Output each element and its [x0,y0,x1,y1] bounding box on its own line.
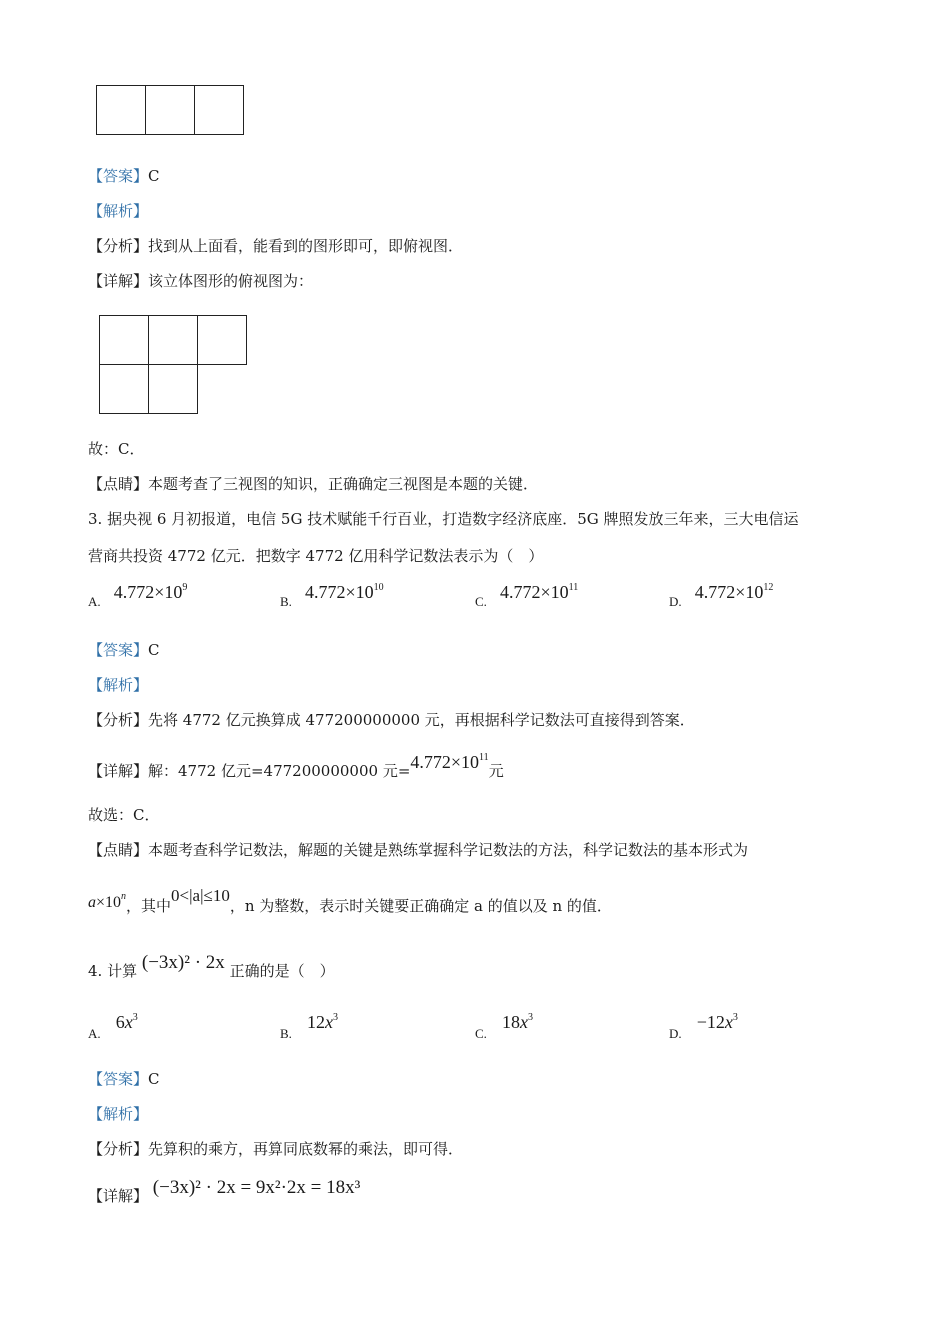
grid-cell [148,364,198,414]
xiangjie-post: 元 [488,762,504,780]
q4-answer-line [88,1069,160,1089]
exp: 3 [528,1012,534,1023]
var: x [124,1012,133,1032]
q2-xiangjie [88,271,313,291]
grid-cell [99,315,149,365]
q3-stem-line1: 3. 据央视 6 月初报道，电信 5G 技术赋能千行百业，打造数字经济底座．5G 牌照发放三年来，三大电信运 [88,510,799,528]
q4-option-b [280,1012,339,1041]
q3-stem-line2: 营商共投资 4772 亿元．把数字 4772 亿用科学记数法表示为（ ） [88,547,544,565]
math-base: 4.772×10 [410,752,480,772]
q4-analysis-tag: 【解析】 [88,1105,149,1123]
exp: 3 [333,1012,339,1023]
q4-stem [88,952,335,980]
option-letter: A. [88,594,101,609]
dianjing-text: 本题考查科学记数法，解题的关键是熟练掌握科学记数法的方法，科学记数法的基本形式为 [148,841,749,859]
option-math [695,582,774,602]
answer-value: C [148,641,160,659]
dianjing-tag: 【点睛】 [88,475,149,493]
grid-cell [148,315,198,365]
xiangjie-text: 该立体图形的俯视图为： [148,272,314,290]
option-base: 4.772×10 [113,582,183,602]
option-math [114,582,188,602]
option-math [697,1012,738,1032]
option-letter: D. [669,1026,682,1041]
fenxi-text: 先算积的乘方，再算同底数幂的乘法，即可得． [148,1140,464,1158]
exp: 3 [732,1012,738,1023]
option-exp: 11 [568,582,579,593]
option-exp: 12 [763,582,774,593]
dianjing-text: 本题考查了三视图的知识，正确确定三视图是本题的关键． [148,475,539,493]
q3-analysis-tag: 【解析】 [88,676,149,694]
option-letter: B. [280,1026,292,1041]
q3-dianjing-line2 [88,886,612,915]
q3-dianjing [88,840,748,860]
math-times: ×10 [96,894,122,911]
q2-fenxi [88,236,463,256]
option-math [502,1012,533,1032]
grid-cell [197,315,247,365]
option-letter: C. [475,1026,487,1041]
option-letter: A. [88,1026,101,1041]
answer-tag: 【答案】 [88,1070,149,1088]
q2-answer-line [88,166,160,186]
xiangjie-text: 解：4772 亿元=477200000000 元= [148,762,411,780]
option-math [305,582,384,602]
condition-math: 0<|a|≤10 [171,886,230,905]
grid-cell [99,364,149,414]
q4-option-d [669,1012,738,1041]
xiangjie-math: (−3x)² · 2x = 9x²·2x = 18x³ [152,1177,361,1198]
q3-answer-line [88,640,160,660]
q4-option-c [475,1012,534,1041]
q2-analysis-tag: 【解析】 [88,202,149,220]
fenxi-tag: 【分析】 [88,711,149,729]
stem-pre: 4. 计算 [88,962,138,980]
exp: 3 [132,1012,138,1023]
mid-text: ，其中 [126,897,172,915]
xiangjie-tag: 【详解】 [88,1187,149,1205]
q2-dianjing [88,474,538,494]
coef: 18 [502,1012,521,1032]
q3-fenxi [88,710,695,730]
option-exp: 10 [373,582,384,593]
answer-tag: 【答案】 [88,167,149,185]
var: x [520,1012,529,1032]
answer-tag: 【答案】 [88,641,149,659]
xiangjie-tag: 【详解】 [88,762,149,780]
dianjing-tag: 【点睛】 [88,841,149,859]
var: x [325,1012,334,1032]
q3-option-a [88,582,188,609]
q3-conclusion: 故选：C． [88,806,160,824]
grid-cell [145,85,195,135]
option-math [116,1012,138,1032]
option-base: 4.772×10 [305,582,374,602]
q3-xiangjie [88,752,504,780]
q3-option-d [669,582,774,609]
q3-option-c [475,582,579,609]
option-base: 4.772×10 [500,582,569,602]
q4-option-a [88,1012,138,1041]
stem-math: (−3x)² · 2x [141,952,225,973]
coef: 6 [115,1012,125,1032]
option-math [307,1012,338,1032]
answer-value: C [148,167,160,185]
option-exp: 9 [182,582,188,593]
q3-option-b [280,582,384,609]
option-letter: B. [280,594,292,609]
fenxi-tag: 【分析】 [88,1140,149,1158]
math-n: n [121,891,127,902]
post-text: ，n 为整数，表示时关键要正确确定 a 的值以及 n 的值． [229,897,612,915]
xiangjie-tag: 【详解】 [88,272,149,290]
grid-cell [194,85,244,135]
form-math [88,891,127,911]
math-a: a [88,894,96,911]
q4-xiangjie [88,1177,361,1205]
option-base: 4.772×10 [694,582,764,602]
coef: 12 [307,1012,326,1032]
grid-cell [96,85,146,135]
var: x [724,1012,733,1032]
math-exp: 11 [479,752,489,763]
coef: −12 [696,1012,725,1032]
answer-value: C [148,1070,160,1088]
xiangjie-math [410,752,488,772]
fenxi-text: 找到从上面看，能看到的图形即可，即俯视图． [148,237,464,255]
stem-post: 正确的是（ ） [229,962,335,980]
q4-fenxi [88,1139,463,1159]
option-letter: D. [669,594,682,609]
option-math [500,582,578,602]
option-letter: C. [475,594,487,609]
fenxi-text: 先将 4772 亿元换算成 477200000000 元，再根据科学记数法可直接得到答案． [148,711,695,729]
q2-conclusion: 故：C． [88,440,145,458]
fenxi-tag: 【分析】 [88,237,149,255]
